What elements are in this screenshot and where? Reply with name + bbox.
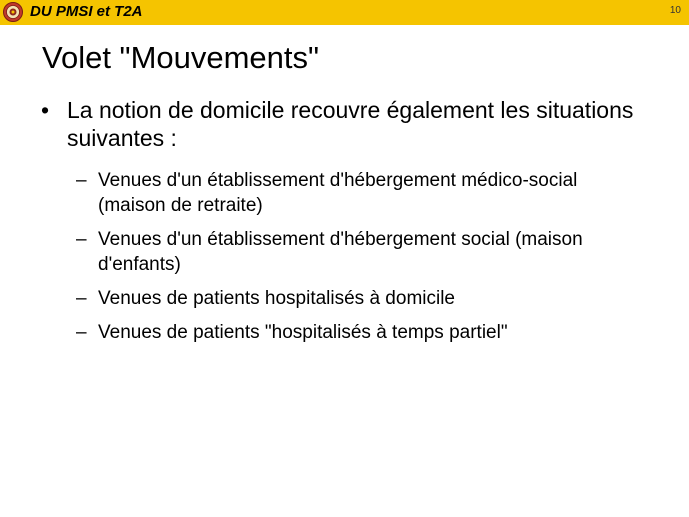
slide-title: Volet "Mouvements"	[42, 40, 320, 75]
sub-bullet-text: Venues d'un établissement d'hébergement médico-social (maison de retraite)	[98, 170, 578, 216]
dash-marker: –	[76, 170, 87, 191]
dash-marker: –	[76, 322, 87, 343]
sub-bullet-item	[76, 320, 636, 345]
dash-marker: –	[76, 229, 87, 250]
sub-bullet-list	[76, 168, 636, 354]
sub-bullet-item	[76, 168, 636, 218]
bullet-marker: •	[41, 97, 50, 123]
dash-marker: –	[76, 288, 87, 309]
sub-bullet-text: Venues d'un établissement d'hébergement social (maison d'enfants)	[98, 229, 583, 275]
slide-number: 10	[669, 5, 681, 16]
course-title: DU PMSI et T2A	[30, 3, 143, 20]
header-bar	[0, 0, 689, 25]
bullet-text: La notion de domicile recouvre également les situations suivantes :	[67, 97, 634, 151]
institution-seal-icon	[3, 2, 23, 22]
sub-bullet-item	[76, 286, 636, 311]
bullet-item	[41, 96, 641, 152]
sub-bullet-item	[76, 227, 636, 277]
sub-bullet-text: Venues de patients "hospitalisés à temps partiel"	[98, 322, 508, 343]
sub-bullet-text: Venues de patients hospitalisés à domicile	[98, 288, 456, 309]
